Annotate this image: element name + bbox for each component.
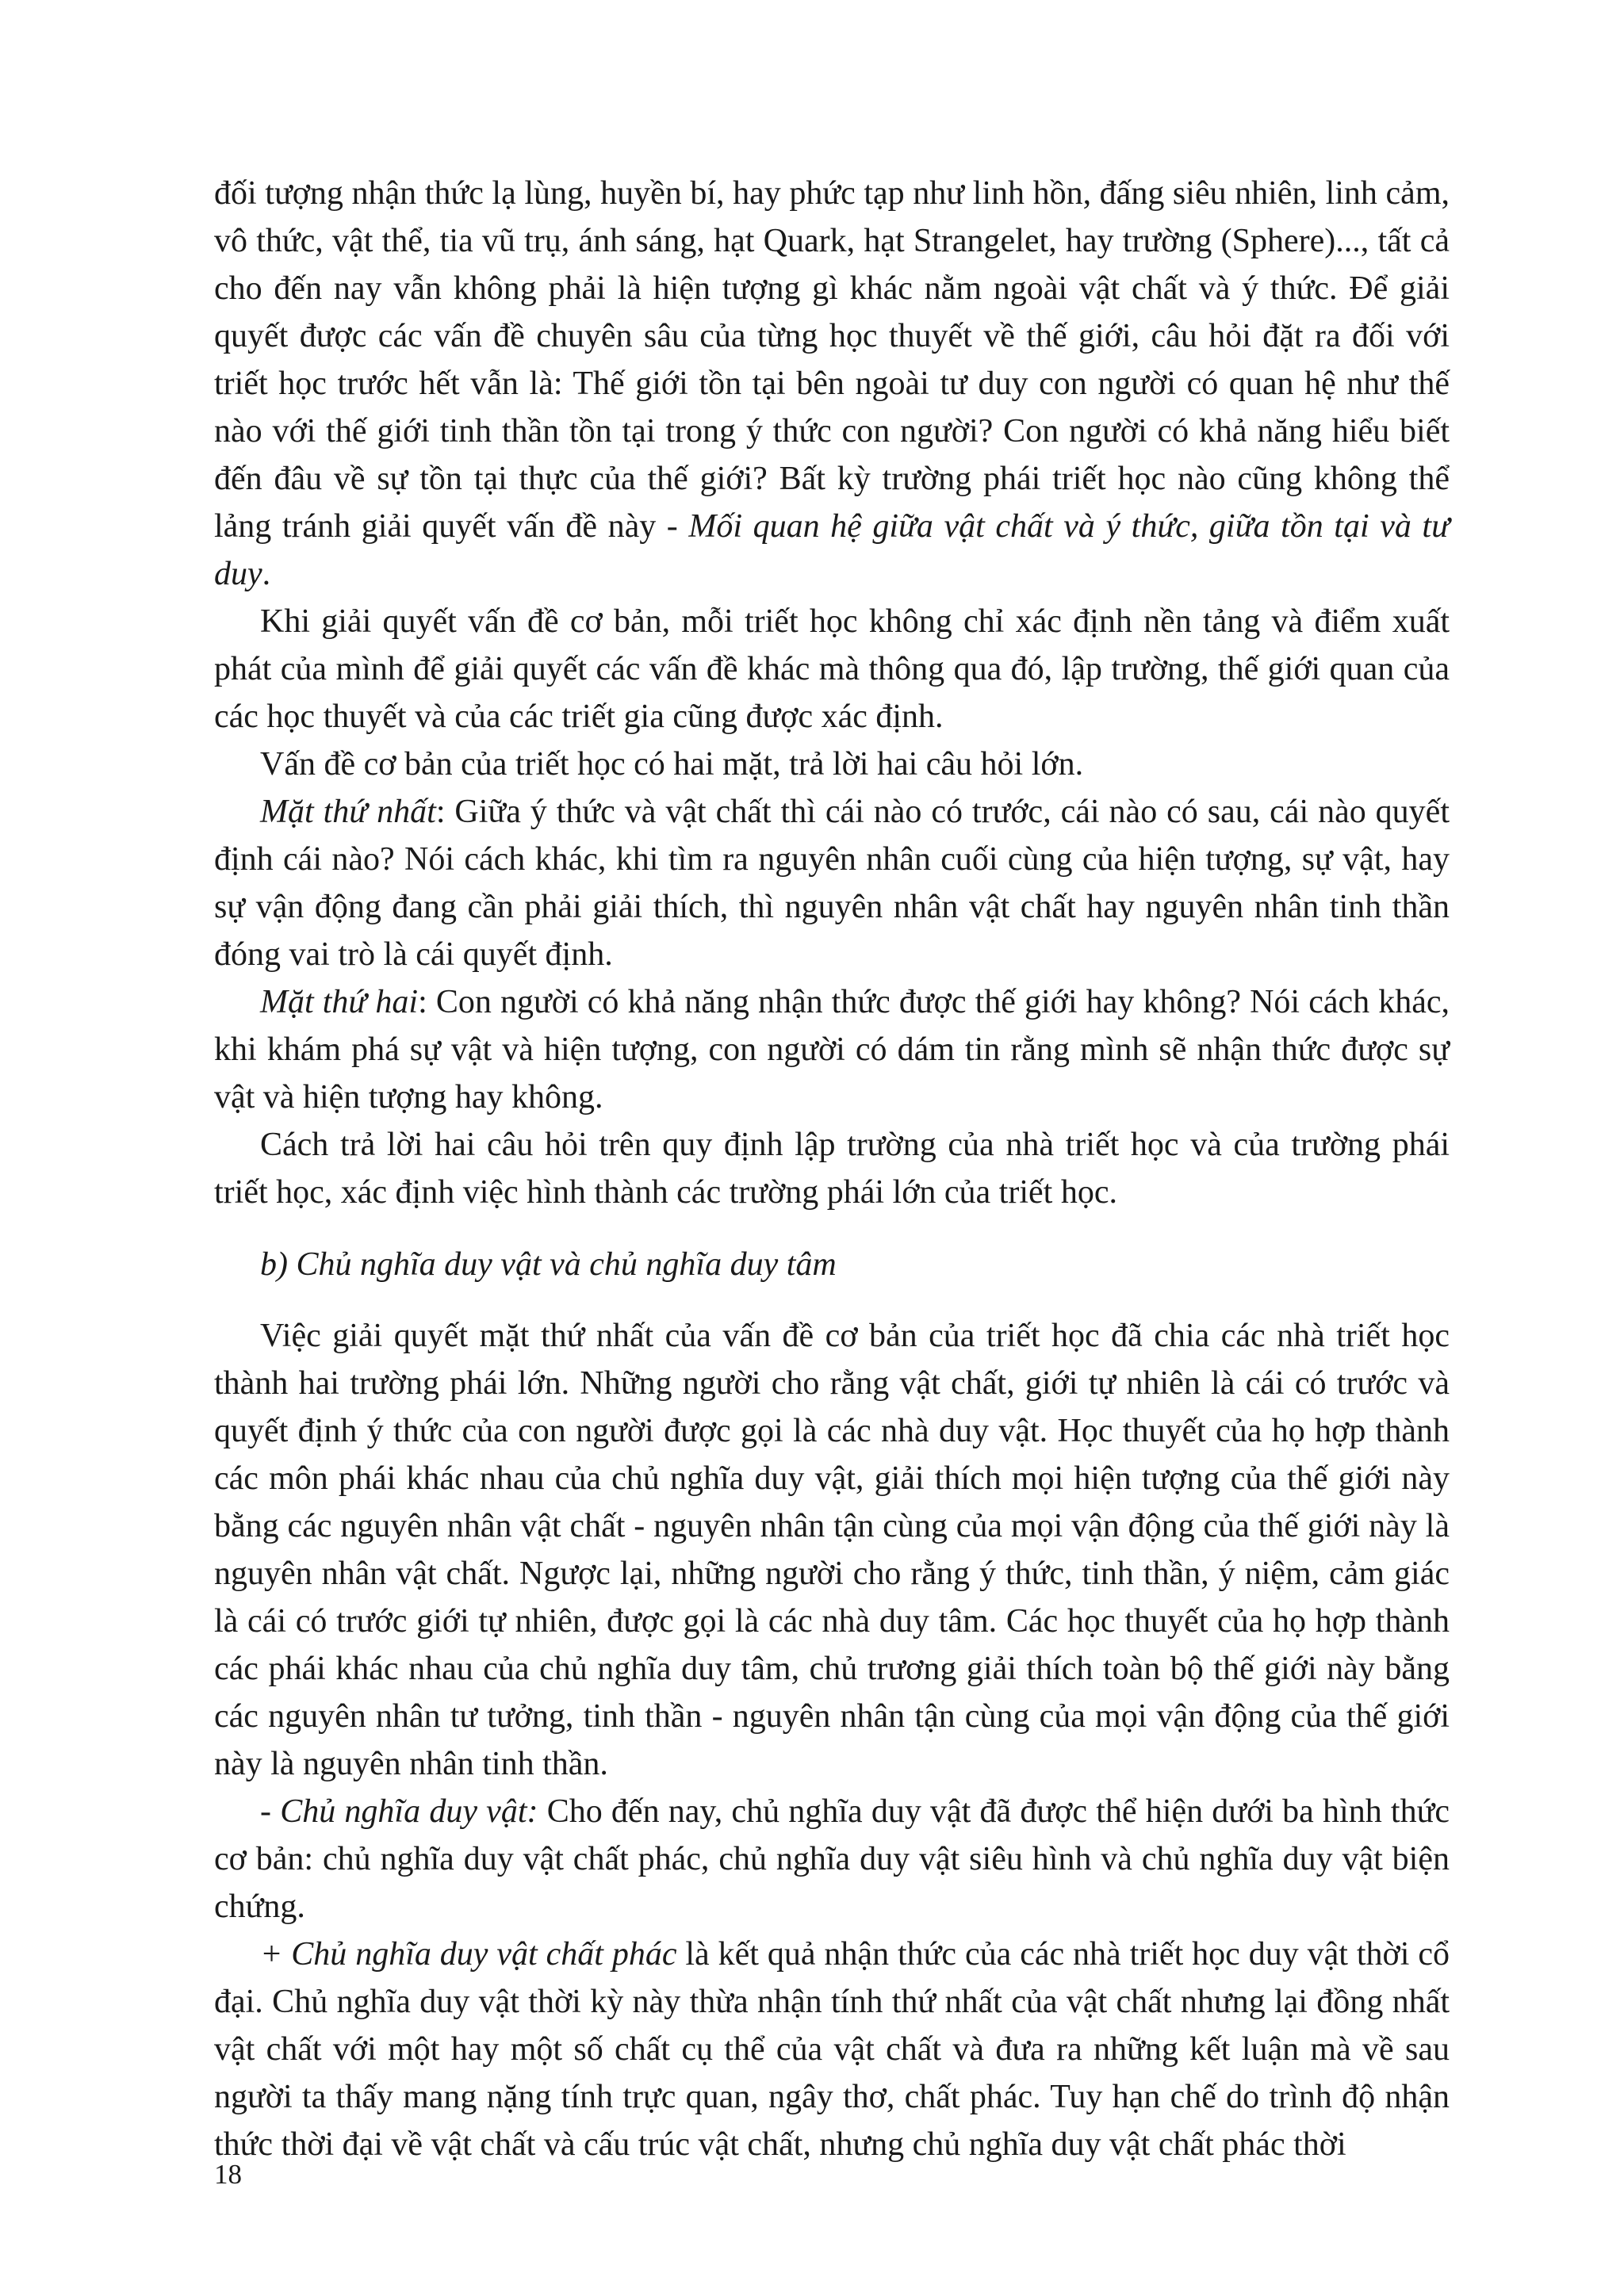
label-naive-materialism: + Chủ nghĩa duy vật chất phác: [260, 1936, 677, 1973]
paragraph-answer: Cách trả lời hai câu hỏi trên quy định lập trường của nhà triết học và của trường phái triết học, xác định việc hình thành các trường phái lớn của triết học.: [214, 1127, 1450, 1211]
page-number: 18: [214, 2159, 242, 2190]
label-second-aspect: Mặt thứ hai: [260, 984, 419, 1020]
document-page: [214, 170, 1450, 2168]
paragraph-intro: đối tượng nhận thức lạ lùng, huyền bí, hay phức tạp như linh hồn, đấng siêu nhiên, linh cảm, vô thức, vật thể, tia vũ trụ, ánh sáng, hạt Quark, hạt Strangelet, hay trường (Sphere)..., tất cả cho đến nay vẫn không phải là hiện tượng gì khác nằm ngoài vật chất và ý thức. Để giải quyết được các vấn đề chuyên sâu của từng học thuyết về thế giới, câu hỏi đặt ra đối với triết học trước hết vẫn là: Thế giới tồn tại bên ngoài tư duy con người có quan hệ như thế nào với thế giới tinh thần tồn tại trong ý thức con người? Con người có khả năng hiểu biết đến đâu về sự tồn tại thực của thế giới? Bất kỳ trường phái triết học nào cũng không thể lảng tránh giải quyết vấn đề này - Mối quan hệ giữa vật chất và ý thức, giữa tồn tại và tư duy.: [214, 175, 1450, 592]
paragraph-two-schools: Việc giải quyết mặt thứ nhất của vấn đề cơ bản của triết học đã chia các nhà triết học thành hai trường phái lớn. Những người cho rằng vật chất, giới tự nhiên là cái có trước và quyết định ý thức của con người được gọi là các nhà duy vật. Học thuyết của họ hợp thành các môn phái khác nhau của chủ nghĩa duy vật, giải thích mọi hiện tượng của thế giới này bằng các nguyên nhân vật chất - nguyên nhân tận cùng của mọi vận động của thế giới này là nguyên nhân vật chất. Ngược lại, những người cho rằng ý thức, tinh thần, ý niệm, cảm giác là cái có trước giới tự nhiên, được gọi là các nhà duy tâm. Các học thuyết của họ hợp thành các phái khác nhau của chủ nghĩa duy tâm, chủ trương giải thích toàn bộ thế giới này bằng các nguyên nhân tư tưởng, tinh thần - nguyên nhân tận cùng của mọi vận động của thế giới này là nguyên nhân tinh thần.: [214, 1318, 1450, 1782]
label-first-aspect: Mặt thứ nhất: [260, 794, 436, 830]
section-heading: b) Chủ nghĩa duy vật và chủ nghĩa duy tâm: [260, 1246, 837, 1283]
emphasis-relation: Mối quan hệ giữa vật chất và ý thức, giữa tồn tại và tư duy: [214, 508, 1450, 592]
paragraph-second-aspect: Mặt thứ hai: Con người có khả năng nhận thức được thế giới hay không? Nói cách khác, khi khám phá sự vật và hiện tượng, con người có dám tin rằng mình sẽ nhận thức được sự vật và hiện tượng hay không.: [214, 984, 1450, 1115]
paragraph-first-aspect: Mặt thứ nhất: Giữa ý thức và vật chất thì cái nào có trước, cái nào có sau, cái nào quyết định cái nào? Nói cách khác, khi tìm ra nguyên nhân cuối cùng của hiện tượng, sự vật, hay sự vận động đang cần phải giải thích, thì nguyên nhân vật chất hay nguyên nhân tinh thần đóng vai trò là cái quyết định.: [214, 794, 1450, 973]
label-materialism: - Chủ nghĩa duy vật:: [260, 1793, 538, 1830]
paragraph-two-aspects: Vấn đề cơ bản của triết học có hai mặt, trả lời hai câu hỏi lớn.: [260, 746, 1084, 783]
paragraph-naive-materialism: + Chủ nghĩa duy vật chất phác là kết quả nhận thức của các nhà triết học duy vật thời cổ đại. Chủ nghĩa duy vật thời kỳ này thừa nhận tính thứ nhất của vật chất nhưng lại đồng nhất vật chất với một hay một số chất cụ thể của vật chất và đưa ra những kết luận mà về sau người ta thấy mang nặng tính trực quan, ngây thơ, chất phác. Tuy hạn chế do trình độ nhận thức thời đại về vật chất và cấu trúc vật chất, nhưng chủ nghĩa duy vật chất phác thời: [214, 1936, 1450, 2163]
paragraph-basic-problem: Khi giải quyết vấn đề cơ bản, mỗi triết học không chỉ xác định nền tảng và điểm xuất phát của mình để giải quyết các vấn đề khác mà thông qua đó, lập trường, thế giới quan của các học thuyết và của các triết gia cũng được xác định.: [214, 603, 1450, 735]
paragraph-materialism: - Chủ nghĩa duy vật: Cho đến nay, chủ nghĩa duy vật đã được thể hiện dưới ba hình thức cơ bản: chủ nghĩa duy vật chất phác, chủ nghĩa duy vật siêu hình và chủ nghĩa duy vật biện chứng.: [214, 1793, 1450, 1925]
